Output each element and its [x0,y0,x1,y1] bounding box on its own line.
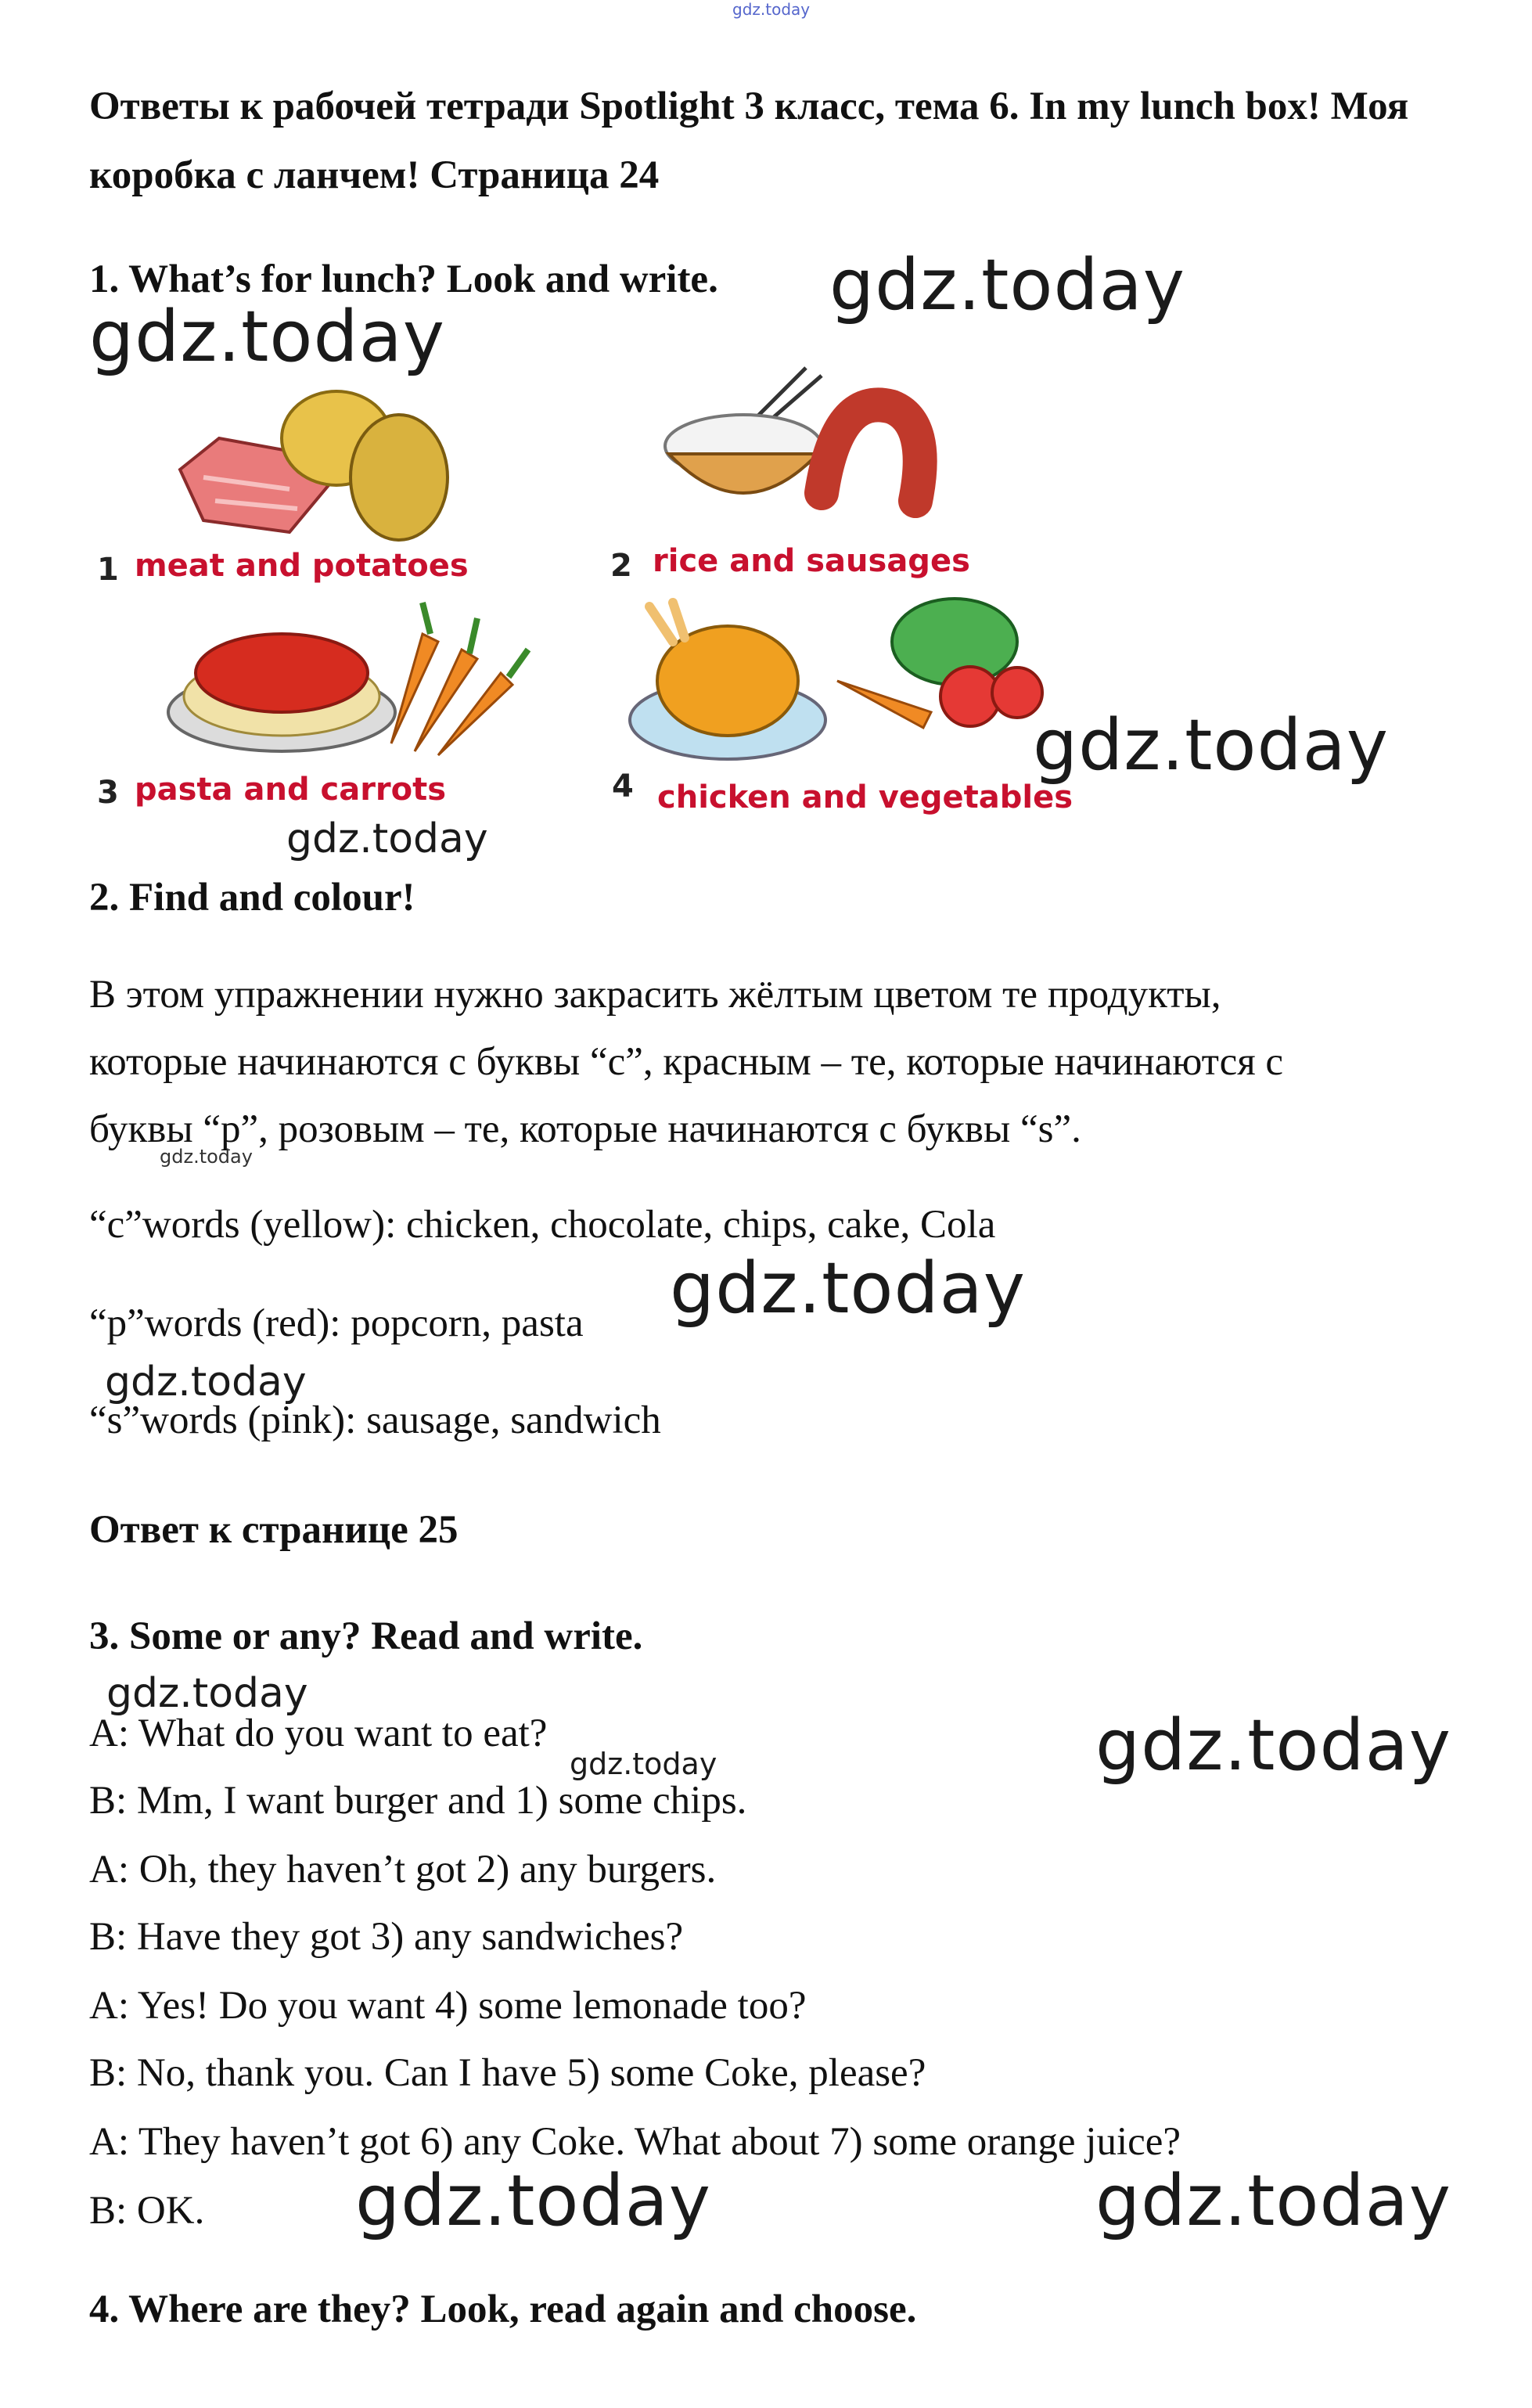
exercise-3-heading: 3. Some or any? Read and write. [89,1614,643,1658]
watermark-text: gdz.today [1095,2160,1452,2242]
dialogue-line-3: A: Oh, they haven’t got 2) any burgers. [89,1848,717,1891]
watermark-text: gdz.today [160,1146,253,1168]
caption-rice-and-sausages: rice and sausages [653,543,970,579]
watermark-text: gdz.today [1033,704,1390,786]
watermark-text: gdz.today [105,1359,307,1406]
s-words-answer: “s”words (pink): sausage, sandwich [89,1398,661,1442]
p-words-answer: “p”words (red): popcorn, pasta [89,1301,584,1345]
dialogue-line-1: A: What do you want to eat? [89,1712,548,1755]
page-25-heading: Ответ к странице 25 [89,1508,459,1552]
caption-meat-and-potatoes: meat and potatoes [135,548,469,584]
watermark-text: gdz.today [286,815,488,862]
item-number: 4 [612,768,634,804]
watermark-text: gdz.today [355,2160,712,2242]
top-watermark: gdz.today [732,0,811,19]
item-number: 3 [97,775,119,811]
dialogue-line-4: B: Have they got 3) any sandwiches? [89,1915,684,1959]
exercise-1-heading: 1. What’s for lunch? Look and write. [89,257,718,301]
watermark-text: gdz.today [89,296,446,378]
rice-and-sausages-illustration [657,360,939,540]
watermark-text: gdz.today [570,1747,717,1781]
dialogue-line-2: B: Mm, I want burger and 1) some chips. [89,1779,747,1823]
instruction-line-1: В этом упражнении нужно закрасить жёлтым цветом те продукты, [89,973,1221,1017]
caption-chicken-and-vegetables: chicken and vegetables [657,779,1073,815]
page-title: Ответы к рабочей тетради Spotlight 3 класс, тема 6. In my lunch box! Моя коробка с ланчем! Страница 24 [89,85,1409,197]
meat-and-potatoes-illustration [172,383,454,548]
pasta-and-carrots-illustration [164,587,540,767]
watermark-text: gdz.today [106,1670,308,1717]
dialogue-line-8: B: OK. [89,2189,205,2233]
instruction-line-3: буквы “p”, розовым – те, которые начинаются с буквы “s”. [89,1107,1081,1151]
watermark-text: gdz.today [829,244,1186,326]
caption-pasta-and-carrots: pasta and carrots [135,772,447,808]
watermark-text: gdz.today [1095,1704,1452,1787]
exercise-4-heading: 4. Where are they? Look, read again and choose. [89,2287,917,2331]
exercise-2-heading: 2. Find and colour! [89,876,415,920]
dialogue-line-7: A: They haven’t got 6) any Coke. What about 7) some orange juice? [89,2120,1181,2164]
item-number: 2 [610,548,632,584]
dialogue-line-6: B: No, thank you. Can I have 5) some Coke, please? [89,2051,926,2095]
instruction-line-2: которые начинаются с буквы “c”, красным – те, которые начинаются с [89,1040,1284,1084]
chicken-and-vegetables-illustration [626,595,1048,775]
c-words-answer: “c”words (yellow): chicken, chocolate, chips, cake, Cola [89,1203,996,1247]
dialogue-line-5: A: Yes! Do you want 4) some lemonade too? [89,1984,807,2028]
item-number: 1 [97,552,119,588]
watermark-text: gdz.today [670,1247,1027,1330]
